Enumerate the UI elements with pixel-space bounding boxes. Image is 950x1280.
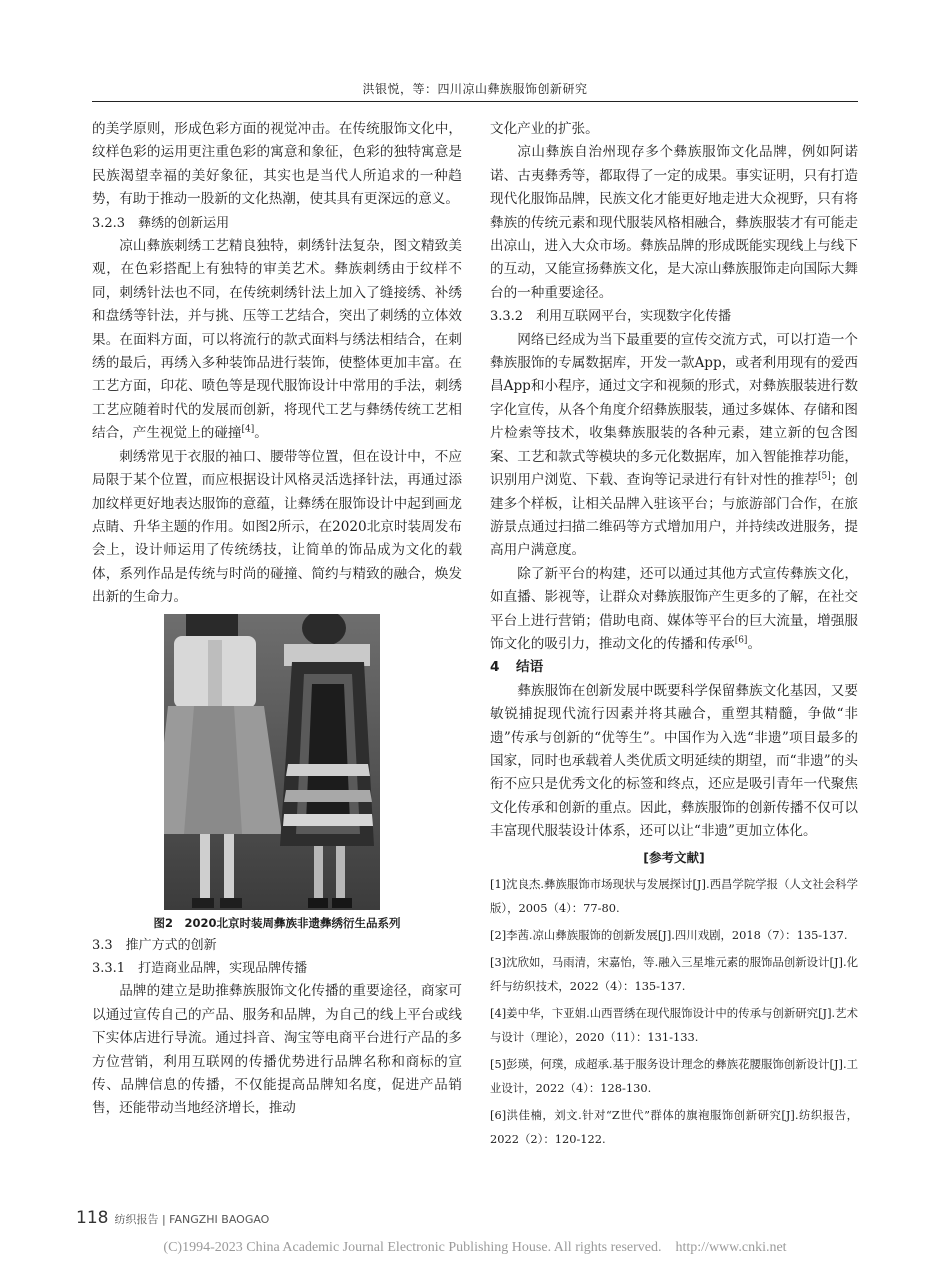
figure-caption: 图2 2020北京时装周彝族非遗彝绣衍生品系列 bbox=[153, 915, 401, 930]
paragraph-text: 。 bbox=[747, 635, 762, 652]
paragraph: 凉山彝族自治州现存多个彝族服饰文化品牌，例如阿诺诺、古夷彝秀等，都取得了一定的成果。事实证明，只有打造现代化服饰品牌，民族文化才能更好地走进大众视野，只有将彝族的传统元素和现代服装风格相融合，彝族服装才有可能走出凉山，进入大众市场。彝族品牌的形成既能实现线上与线下的互动，又能宣扬彝族文化，是大凉山彝族服饰走向国际大舞台的一种重要途径。 bbox=[490, 144, 858, 301]
citation-6[interactable]: [6] bbox=[734, 635, 748, 646]
subsection-heading-3-2-3: 3.2.3 彝绣的创新运用 bbox=[92, 215, 230, 231]
header-rule bbox=[92, 101, 858, 102]
paragraph: 品牌的建立是助推彝族服饰文化传播的重要途径，商家可以通过宣传自己的产品、服务和品牌，为自己的线上平台或线下实体店进行导流。通过抖音、淘宝等电商平台进行产品的多方位营销，利用互联网的传播优势进行品牌名称和商标的宣传、品牌信息的传播，不仅能提高品牌知名度，促进产品销售，还能带动当地经济增长，推动 bbox=[92, 983, 462, 1117]
subsection-heading-3-3-1: 3.3.1 打造商业品牌，实现品牌传播 bbox=[92, 960, 308, 976]
paragraph bbox=[490, 329, 858, 563]
paragraph: 彝族服饰在创新发展中既要科学保留彝族文化基因，又要敏锐捕捉现代流行因素并将其融合，重塑其精髓，争做“非遗”传承与创新的“优等生”。中国作为入选“非遗”项目最多的国家，同时也承载着人类优质文明延续的期望，而“非遗”的头衔不应只是优秀文化的标签和终点，还应是吸引青年一代聚焦文化传承和创新的重点。因此，彝族服饰的创新传播不仅可以丰富现代服装设计体系，还可以让“非遗”更加立体化。 bbox=[490, 682, 858, 840]
section-number: 4 bbox=[490, 659, 500, 676]
reference-item: [6]洪佳楠，刘文.针对“Z世代”群体的旗袍服饰创新研究[J].纺织报告，2022（2）：120-122. bbox=[490, 1107, 858, 1146]
paragraph: 的美学原则，形成色彩方面的视觉冲击。在传统服饰文化中，纹样色彩的运用更注重色彩的寓意和象征，色彩的独特寓意是民族渴望幸福的美好象征，其实也是当代人所追求的一种趋势，有助于推动一股新的文化热潮，使其具有更深远的意义。 bbox=[92, 121, 462, 208]
page-footer bbox=[76, 1208, 269, 1228]
paragraph-text: 。 bbox=[254, 425, 268, 442]
running-header: 洪银悦，等：四川凉山彝族服饰创新研究 bbox=[362, 82, 588, 96]
paragraph-text: 凉山彝族刺绣工艺精良独特，刺绣针法复杂，图文精致美观，在色彩搭配上有独特的审美艺术。彝族刺绣由于纹样不同，刺绣针法也不同，在传统刺绣针法上加入了缝接绣、补绣和盘绣等针法，并与挑、压等工艺结合，突出了刺绣的立体效果。在面料方面，可以将流行的款式面料与绣法相结合，在刺绣的最后，再绣入多种装饰品进行装饰，使整体更加丰富。在工艺方面，印花、喷色等是现代服饰设计中常用的手法，刺绣工艺应随着时代的发展而创新，将现代工艺与彝绣传统工艺相结合，产生视觉上的碰撞 bbox=[92, 238, 462, 442]
reference-item: [5]彭瑛，何璞，成超承.基于服务设计理念的彝族花腰服饰创新设计[J].工业设计，2022（4）：128-130. bbox=[490, 1056, 858, 1095]
paragraph bbox=[490, 563, 858, 657]
reference-item: [1]沈良杰.彝族服饰市场现状与发展探讨[J].西昌学院学报（人文社会科学版），2005（4）：77-80. bbox=[490, 876, 858, 915]
citation-4[interactable]: [4] bbox=[241, 424, 255, 435]
journal-name: 纺织报告 | FANGZHI BAOGAO bbox=[114, 1213, 270, 1226]
left-column bbox=[92, 118, 462, 1121]
copyright-watermark: (C)1994-2023 China Academic Journal Electronic Publishing House. All rights reserved. http://www.cnki.net bbox=[163, 1240, 787, 1255]
section-title: 结语 bbox=[516, 659, 544, 676]
paragraph-text: ；创建多个样板，让相关品牌入驻该平台；与旅游部门合作，在旅游景点通过扫描二维码等方式增加用户，并持续改进服务，提高用户满意度。 bbox=[490, 472, 859, 559]
paragraph: 文化产业的扩张。 bbox=[490, 121, 599, 137]
reference-item: [3]沈欣如，马雨清，宋嘉怡，等.融入三星堆元素的服饰品创新设计[J].化纤与纺织技术，2022（4）：135-137. bbox=[490, 954, 858, 993]
page-number: 118 bbox=[76, 1208, 109, 1228]
paragraph: 刺绣常见于衣服的袖口、腰带等位置，但在设计中，不应局限于某个位置，而应根据设计风格灵活选择针法，再通过添加纹样更好地表达服饰的意蕴，让彝绣在服饰设计中起到画龙点睛、升华主题的作用。如图2所示，在2020北京时装周发布会上，设计师运用了传统绣技，让简单的饰品成为文化的载体，系列作品是传统与时尚的碰撞、简约与精致的融合，焕发出新的生命力。 bbox=[92, 448, 462, 606]
fashion-runway-image bbox=[164, 614, 380, 910]
paragraph bbox=[92, 235, 462, 446]
paragraph-text: 除了新平台的构建，还可以通过其他方式宣传彝族文化，如直播、影视等，让群众对彝族服饰产生更多的了解，在社交平台上进行营销；借助电商、媒体等平台的巨大流量，增强服饰文化的吸引力，推动文化的传播和传承 bbox=[490, 565, 858, 652]
references-title: [参考文献] bbox=[643, 849, 705, 865]
paragraph-text: 网络已经成为当下最重要的宣传交流方式，可以打造一个彝族服饰的专属数据库，开发一款App，或者利用现有的爱西昌App和小程序，通过文字和视频的形式，对彝族服装进行数字化宣传，从各个角度介绍彝族服装，通过多媒体、存储和图片检索等技术，收集彝族服装的各种元素，建立新的包含图案、工艺和款式等模块的多元化数据库，加入智能推荐功能，识别用户浏览、下载、查询等记录进行有针对性的推荐 bbox=[490, 331, 858, 489]
subsection-heading-3-3-2: 3.3.2 利用互联网平台，实现数字化传播 bbox=[490, 309, 732, 325]
reference-item: [2]李茜.凉山彝族服饰的创新发展[J].四川戏剧，2018（7）：135-137. bbox=[490, 927, 848, 942]
section-heading-4 bbox=[490, 656, 858, 679]
section-heading-3-3: 3.3 推广方式的创新 bbox=[92, 937, 217, 953]
reference-item: [4]姜中华，卞亚娟.山西晋绣在现代服饰设计中的传承与创新研究[J].艺术与设计（理论），2020（11）：131-133. bbox=[490, 1005, 858, 1044]
citation-5[interactable]: [5] bbox=[818, 471, 831, 482]
right-column bbox=[490, 118, 858, 1154]
figure-2-photo bbox=[164, 614, 380, 910]
